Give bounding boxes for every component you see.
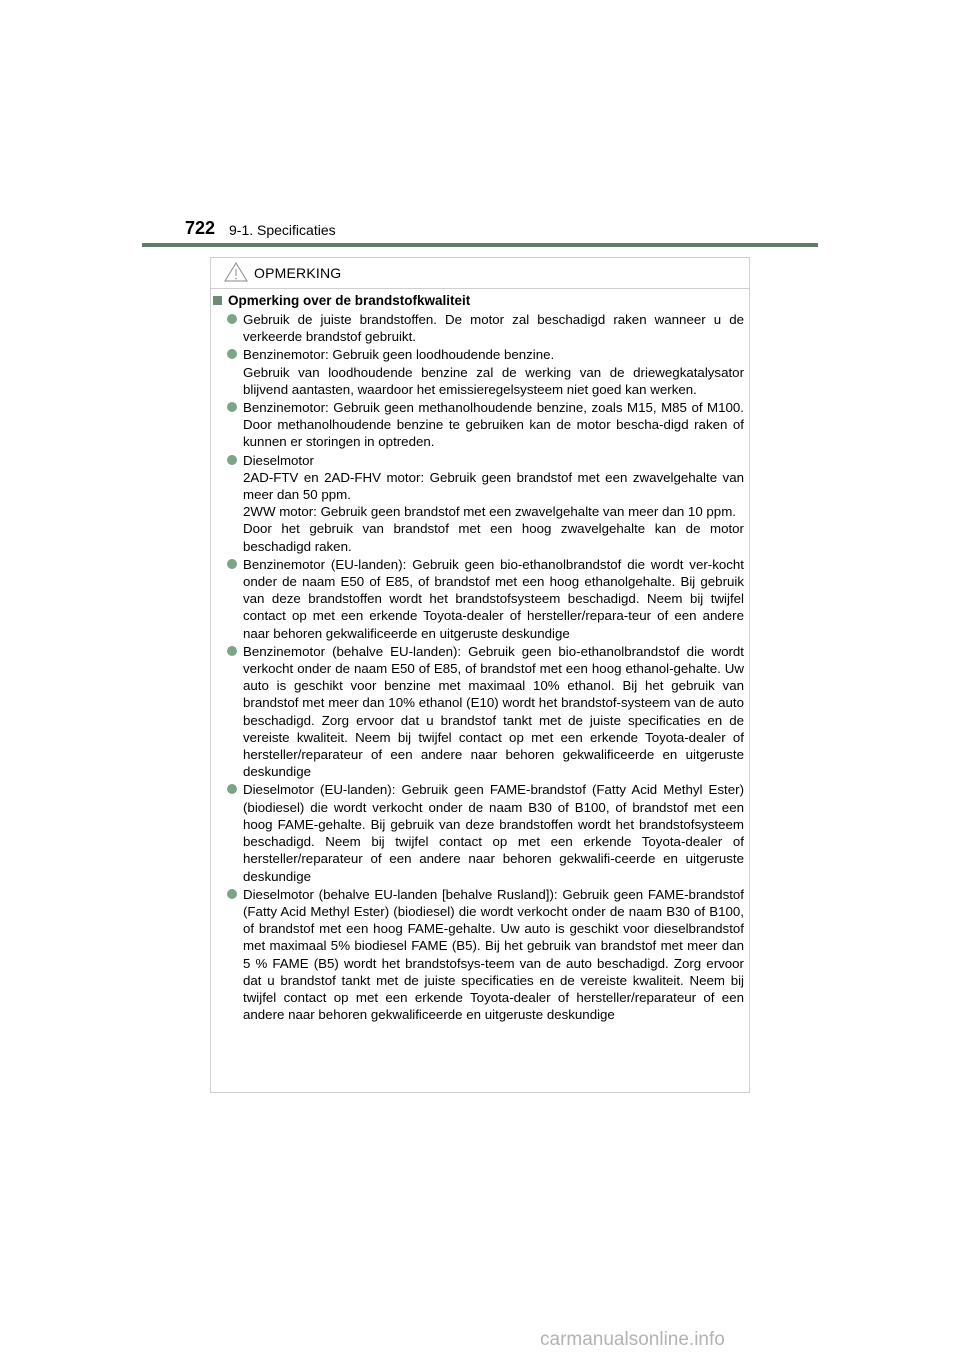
- paragraph: 2AD-FTV en 2AD-FHV motor: Gebruik geen brandstof met een zwavelgehalte van meer dan 50 ppm.: [243, 469, 744, 503]
- list-item-text: [243, 399, 744, 451]
- list-item-text: [243, 556, 744, 642]
- notice-title: OPMERKING: [254, 265, 342, 281]
- paragraph: Benzinemotor (EU-landen): Gebruik geen bio-ethanolbrandstof die wordt ver-kocht onder de naam E50 of E85, of brandstof met een hoog ethanolgehalte. Bij gebruik van deze brandstoffen wordt het brandstofsysteem beschadigd. Neem bij twijfel contact op met een erkende Toyota-dealer of hersteller/repara-teur of een andere naar behoren gekwalificeerde en uitgeruste deskundige: [243, 556, 744, 641]
- paragraph: Door het gebruik van brandstof met een hoog zwavelgehalte kan de motor beschadigd raken.: [243, 521, 744, 554]
- list-item: [213, 399, 744, 451]
- notice-list: [213, 311, 744, 1023]
- subheading-text: Opmerking over de brandstofkwaliteit: [228, 293, 471, 308]
- bullet-icon: [227, 889, 237, 899]
- paragraph: Dieselmotor (behalve EU-landen [behalve Rusland]): Gebruik geen FAME-brandstof (Fatty Acid Methyl Ester) (biodiesel) die wordt verkocht onder de naam B30 of B100, of brandstof met een hoog FAME-gehalte. Uw auto is geschikt voor dieselbrandstof met maximaal 5% biodiesel FAME (B5). Bij het gebruik van brandstof met meer dan 5 % FAME (B5) wordt het brandstofsys-teem van de auto beschadigd. Zorg ervoor dat u brandstof tankt met de juiste specificaties en de vereiste kwaliteit. Neem bij twijfel contact op met een erkende Toyota-dealer of hersteller/reparateur of een andere naar behoren gekwalificeerde en uitgeruste deskundige: [243, 886, 744, 1023]
- page-number: 722: [185, 218, 216, 238]
- list-item-text: [243, 346, 744, 398]
- notice-subheading: [213, 292, 744, 309]
- list-item-text: [243, 452, 744, 555]
- bullet-icon: [227, 455, 237, 465]
- bullet-icon: [227, 646, 237, 656]
- paragraph: Benzinemotor: Gebruik geen methanolhoudende benzine, zoals M15, M85 of M100. Door methanolhoudende benzine te gebruiken kan de motor bescha-digd raken of kunnen er storingen in optreden.: [243, 400, 744, 450]
- paragraph: Benzinemotor: Gebruik geen loodhoudende benzine.: [243, 347, 555, 363]
- watermark-text: carmanualsonline.info: [540, 1329, 725, 1350]
- list-item: [213, 886, 744, 1024]
- paragraph: Dieselmotor (EU-landen): Gebruik geen FAME-brandstof (Fatty Acid Methyl Ester) (biodiesel) die wordt verkocht onder de naam B30 of B100, of brandstof met een hoog FAME-gehalte. Bij gebruik van deze brandstoffen wordt het brandstofsysteem beschadigd. Neem bij twijfel contact op met een erkende Toyota-dealer of hersteller/reparateur of een andere naar behoren gekwalifi-ceerde en uitgeruste deskundige: [243, 782, 744, 884]
- list-item: [213, 346, 744, 398]
- bullet-icon: [227, 314, 237, 324]
- list-item-text: [243, 643, 744, 781]
- notice-header: [211, 258, 749, 289]
- list-item: [213, 452, 744, 555]
- list-item: [213, 311, 744, 345]
- list-item-text: [243, 311, 744, 345]
- paragraph: Dieselmotor: [243, 452, 314, 468]
- paragraph: Gebruik van loodhoudende benzine zal de werking van de driewegkatalysator blijvend aantasten, waardoor het emissieregelsysteem niet goed kan werken.: [243, 364, 744, 397]
- notice-box: [210, 257, 750, 1093]
- bullet-icon: [227, 559, 237, 569]
- paragraph: Benzinemotor (behalve EU-landen): Gebruik geen bio-ethanolbrandstof die wordt verkocht onder de naam E50 of E85, of brandstof met een hoog ethanol-gehalte. Uw auto is geschikt voor benzine met maximaal 10% ethanol. Bij het gebruik van brandstof met meer dan 10% ethanol (E10) wordt het brandstof-systeem van de auto beschadigd. Zorg ervoor dat u brandstof tankt met de juiste specificaties en de vereiste kwaliteit. Neem bij twijfel contact op met een erkende Toyota-dealer of hersteller/reparateur of een andere naar behoren gekwalificeerde en uitgeruste deskundige: [243, 643, 744, 780]
- header-rule: [142, 243, 818, 247]
- bullet-icon: [227, 402, 237, 412]
- list-item-text: [243, 886, 744, 1024]
- list-item: [213, 781, 744, 884]
- list-item-text: [243, 781, 744, 884]
- bullet-icon: [227, 349, 237, 359]
- paragraph: 2WW motor: Gebruik geen brandstof met een zwavelgehalte van meer dan 10 ppm.: [243, 504, 736, 520]
- warning-triangle-icon: [224, 262, 248, 282]
- notice-body: [211, 289, 749, 1023]
- bullet-icon: [227, 784, 237, 794]
- section-title: 9-1. Specificaties: [229, 222, 336, 238]
- paragraph: Gebruik de juiste brandstoffen. De motor zal beschadigd raken wanneer u de verkeerde brandstof gebruikt.: [243, 312, 744, 345]
- list-item: [213, 556, 744, 642]
- square-bullet-icon: [213, 296, 222, 305]
- list-item: [213, 643, 744, 781]
